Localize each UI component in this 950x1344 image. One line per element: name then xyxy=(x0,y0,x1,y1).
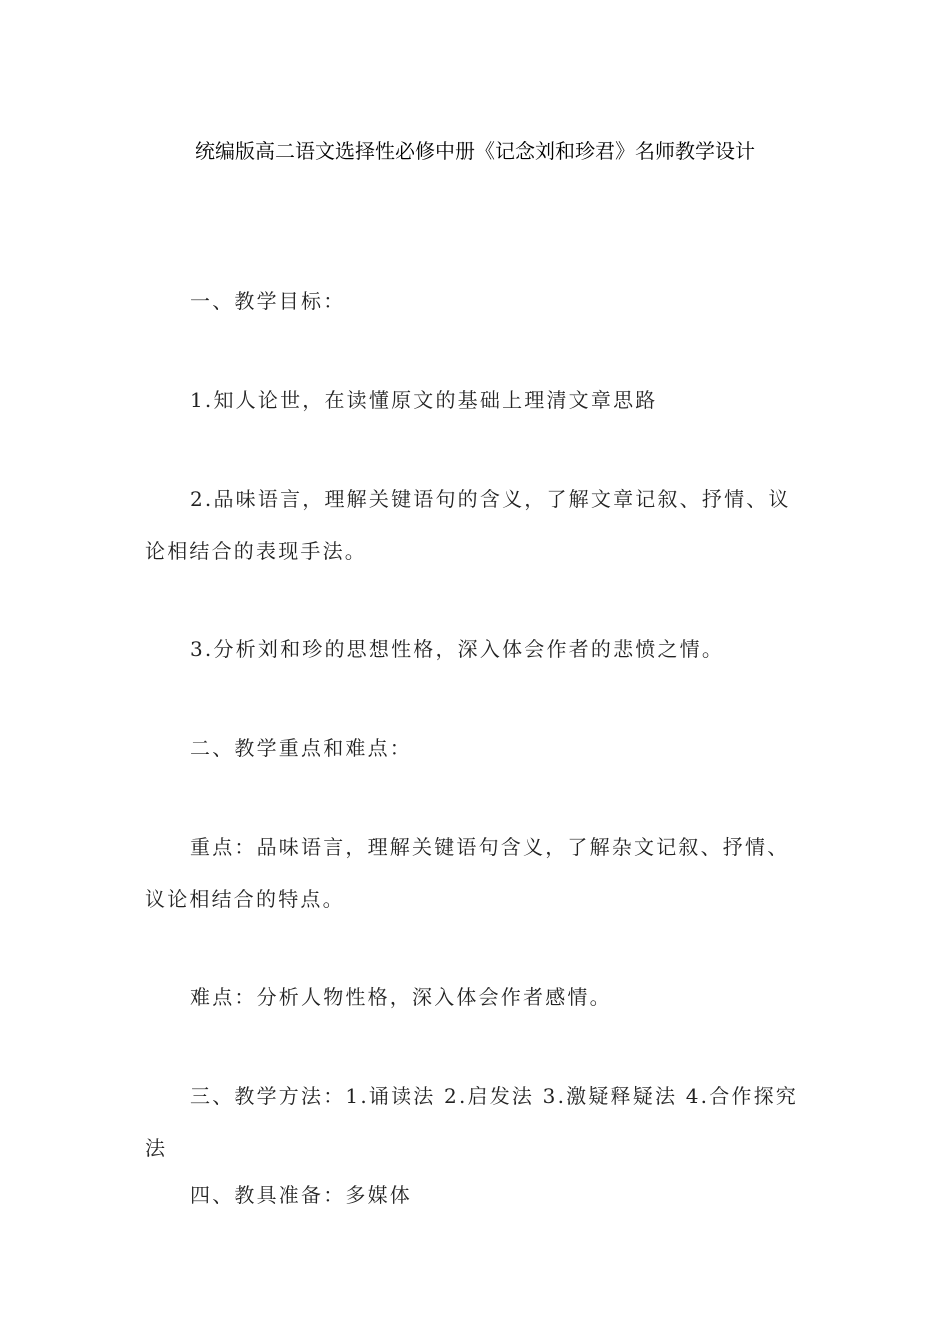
goal-item-1: 1.知人论世，在读懂原文的基础上理清文章思路 xyxy=(190,388,658,412)
section-teaching-aids: 四、教具准备：多媒体 xyxy=(190,1183,412,1207)
document-title: 统编版高二语文选择性必修中册《记念刘和珍君》名师教学设计 xyxy=(195,139,755,163)
section-heading-key-points: 二、教学重点和难点： xyxy=(190,736,412,760)
goal-item-3: 3.分析刘和珍的思想性格，深入体会作者的悲愤之情。 xyxy=(190,637,725,661)
goal-item-2: 2.品味语言，理解关键语句的含义，了解文章记叙、抒情、议论相结合的表现手法。 xyxy=(145,487,791,563)
section-teaching-methods: 三、教学方法：1.诵读法 2.启发法 3.激疑释疑法 4.合作探究法 xyxy=(145,1084,798,1160)
key-point-paragraph: 重点：品味语言，理解关键语句含义，了解杂文记叙、抒情、议论相结合的特点。 xyxy=(145,835,790,911)
section-heading-teaching-goals: 一、教学目标： xyxy=(190,289,346,313)
difficult-point-paragraph: 难点：分析人物性格，深入体会作者感情。 xyxy=(190,985,612,1009)
